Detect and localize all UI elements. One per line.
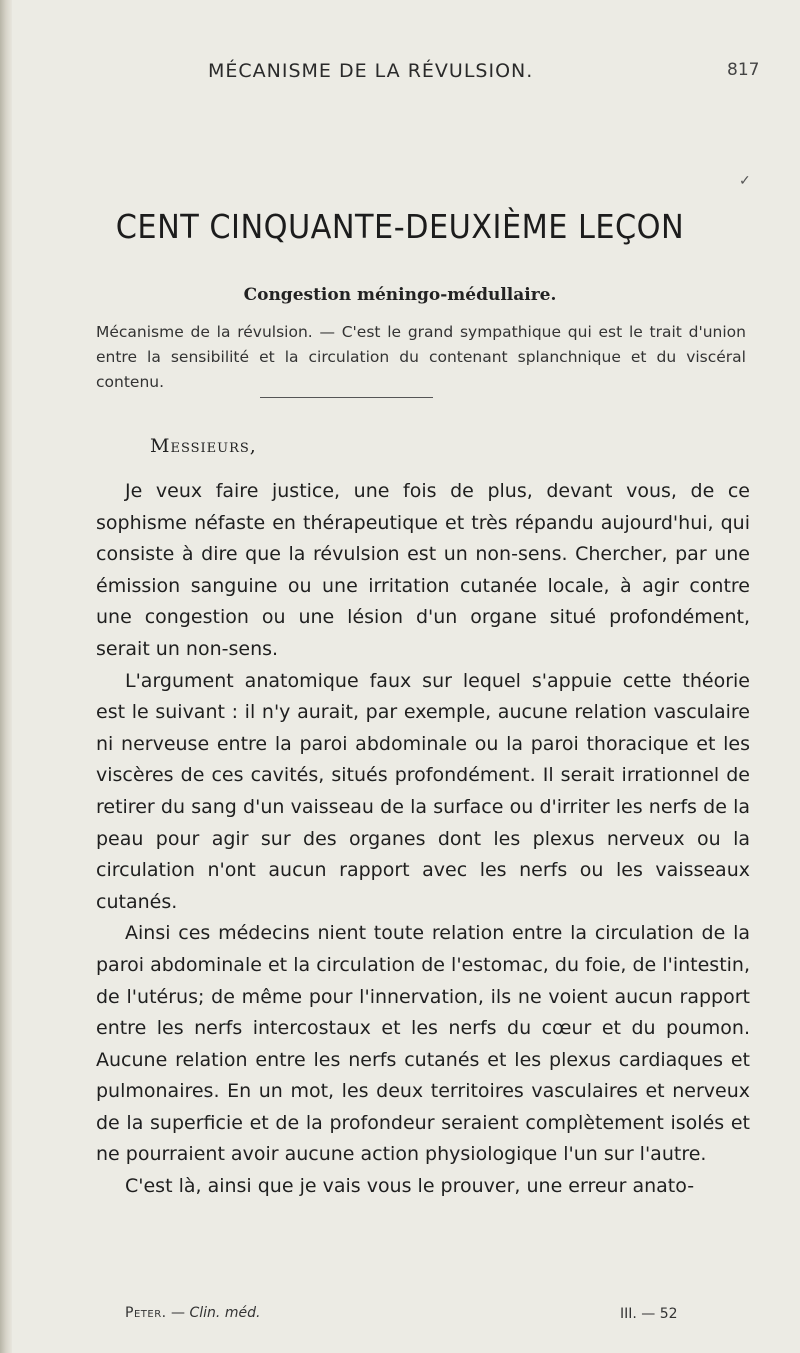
running-header-title: MÉCANISME DE LA RÉVULSION.: [208, 60, 534, 82]
footer-work: Clin. méd.: [189, 1305, 261, 1321]
pencil-tick-mark: ✓: [739, 173, 751, 189]
paragraph-2: L'argument anatomique faux sur lequel s'appuie cette théorie est le suivant : il n'y aurait, par exemple, aucune relation vasculaire ni nerveuse entre la paroi abdominale ou la paroi thoracique et les viscères de ces cavités, situés profondément. Il serait irrationnel de retirer du sang d'un vaisseau de la surface ou d'irriter les nerfs de la peau pour agir sur des organes dont les plexus nerveux ou la circulation n'ont aucun rapport avec les nerfs ou les vaisseaux cutanés.: [96, 669, 750, 913]
lecture-title: CENT CINQUANTE-DEUXIÈME LEÇON: [115, 207, 685, 246]
footer-signature: III. — 52: [620, 1306, 678, 1322]
body-text: [96, 476, 750, 1203]
footer-author: Peter.: [125, 1305, 167, 1321]
paragraph-3: Ainsi ces médecins nient toute relation entre la circulation de la paroi abdominale et la circulation de l'estomac, du foie, de l'intestin, de l'utérus; de même pour l'innervation, ils ne voient aucun rapport entre les nerfs intercostaux et les nerfs du cœur et du poumon. Aucune relation entre les nerfs cutanés et les plexus cardiaques et pulmonaires. En un mot, les deux territoires vasculaires et nerveux de la superficie et de la profondeur seraient complètement isolés et ne pourraient avoir aucune action physiologique l'un sur l'autre.: [96, 922, 750, 1166]
footer-citation: [125, 1305, 260, 1321]
paragraph-4: C'est là, ainsi que je vais vous le prouver, une erreur anato-: [125, 1175, 695, 1198]
lecture-summary: Mécanisme de la révulsion. — C'est le grand sympathique qui est le trait d'union entre la sensibilité et la circulation du contenant splanchnique et du viscéral contenu.: [96, 323, 746, 391]
lecture-subject: Congestion méningo-médullaire.: [243, 285, 557, 305]
salutation: Messieurs,: [150, 435, 257, 457]
page-number: 817: [727, 60, 760, 80]
footer-separator: —: [171, 1305, 186, 1321]
paragraph-1: Je veux faire justice, une fois de plus, devant vous, de ce sophisme néfaste en thérapeutique et très répandu aujourd'hui, qui consiste à dire que la révulsion est un non-sens. Chercher, par une émission sanguine ou une irritation cutanée locale, à agir contre une congestion ou une lésion d'un organe situé profondément, serait un non-sens.: [96, 480, 750, 660]
section-divider: [260, 397, 433, 398]
